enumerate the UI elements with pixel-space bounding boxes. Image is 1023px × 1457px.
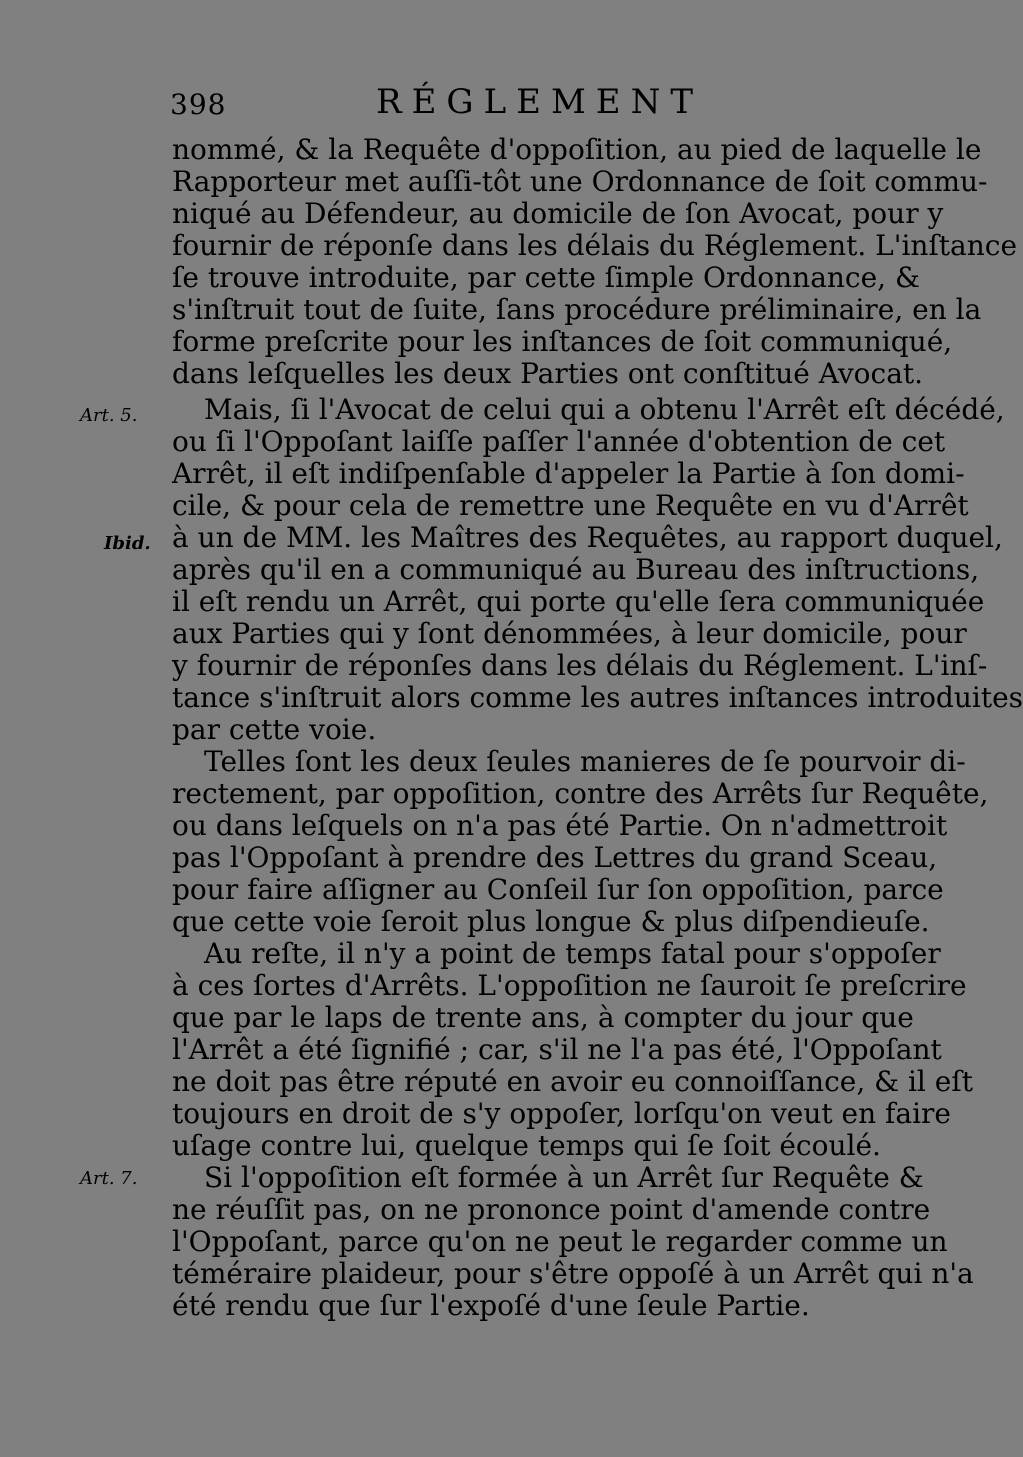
- text-line: Si l'oppoſition eſt formée à un Arrêt ſur Requête &: [204, 1161, 924, 1194]
- text-line: Au reſte, il n'y a point de temps fatal pour s'oppoſer: [204, 937, 941, 970]
- text-line: ſe trouve introduite, par cette ſimple Ordonnance, &: [172, 261, 920, 294]
- text-line: ou ſi l'Oppoſant laiſſe paſſer l'année d'obtention de cet: [172, 425, 946, 458]
- text-line: forme preſcrite pour les inſtances de ſoit communiqué,: [172, 325, 953, 358]
- text-line: après qu'il en a communiqué au Bureau des inſtructions,: [172, 553, 980, 586]
- text-line: que cette voie ſeroit plus longue & plus diſpendieuſe.: [172, 905, 930, 938]
- text-line: ne doit pas être réputé en avoir eu connoiſſance, & il eſt: [172, 1065, 973, 1098]
- text-line: toujours en droit de s'y oppoſer, lorſqu'on veut en faire: [172, 1097, 951, 1130]
- text-line: que par le laps de trente ans, à compter du jour que: [172, 1001, 914, 1034]
- text-line: téméraire plaideur, pour s'être oppoſé à un Arrêt qui n'a: [172, 1257, 974, 1290]
- text-line: aux Parties qui y ſont dénommées, à leur domicile, pour: [172, 617, 967, 650]
- text-line: ou dans leſquels on n'a pas été Partie. On n'admettroit: [172, 809, 948, 842]
- text-line: à un de MM. les Maîtres des Requêtes, au rapport duquel,: [172, 521, 1003, 554]
- text-line: niqué au Défendeur, au domicile de ſon Avocat, pour y: [172, 197, 944, 230]
- text-line: Rapporteur met auſſi-tôt une Ordonnance de ſoit commu-: [172, 165, 988, 198]
- text-line: Mais, ſi l'Avocat de celui qui a obtenu l'Arrêt eſt décédé,: [204, 393, 1005, 426]
- text-line: pour faire aſſigner au Conſeil ſur ſon oppoſition, parce: [172, 873, 944, 906]
- text-line: Arrêt, il eſt indiſpenſable d'appeler la Partie à ſon domi-: [172, 457, 965, 490]
- text-line: Telles ſont les deux ſeules manieres de ſe pourvoir di-: [204, 745, 966, 778]
- text-line: cile, & pour cela de remettre une Requête en vu d'Arrêt: [172, 489, 969, 522]
- text-line: tance s'inſtruit alors comme les autres inſtances introduites: [172, 681, 1023, 714]
- page-header: [170, 82, 910, 122]
- page-number: 398: [170, 88, 227, 121]
- text-line: y fournir de réponſes dans les délais du Réglement. L'inſ-: [172, 649, 988, 682]
- running-title: RÉGLEMENT: [376, 82, 704, 122]
- text-line: été rendu que ſur l'expoſé d'une ſeule Partie.: [172, 1289, 810, 1322]
- text-line: rectement, par oppoſition, contre des Arrêts ſur Requête,: [172, 777, 989, 810]
- text-line: pas l'Oppoſant à prendre des Lettres du grand Sceau,: [172, 841, 938, 874]
- text-line: il eſt rendu un Arrêt, qui porte qu'elle ſera communiquée: [172, 585, 985, 618]
- margin-note-art-5: Art. 5.: [80, 405, 138, 426]
- text-line: à ces ſortes d'Arrêts. L'oppoſition ne ſauroit ſe preſcrire: [172, 969, 967, 1002]
- text-line: s'inſtruit tout de ſuite, ſans procédure préliminaire, en la: [172, 293, 982, 326]
- text-line: nommé, & la Requête d'oppoſition, au pied de laquelle le: [172, 133, 982, 166]
- text-line: ne réuſſit pas, on ne prononce point d'amende contre: [172, 1193, 931, 1226]
- margin-note-art-7: Art. 7.: [80, 1168, 138, 1189]
- text-line: dans leſquelles les deux Parties ont conſtitué Avocat.: [172, 357, 924, 390]
- text-line: uſage contre lui, quelque temps qui ſe ſoit écoulé.: [172, 1129, 881, 1162]
- text-line: l'Oppoſant, parce qu'on ne peut le regarder comme un: [172, 1225, 948, 1258]
- text-line: l'Arrêt a été ſignifié ; car, s'il ne l'a pas été, l'Oppoſant: [172, 1033, 942, 1066]
- text-line: fournir de réponſe dans les délais du Réglement. L'inſtance: [172, 229, 1018, 262]
- margin-note-ibid: Ibid.: [104, 533, 151, 554]
- text-line: par cette voie.: [172, 713, 377, 746]
